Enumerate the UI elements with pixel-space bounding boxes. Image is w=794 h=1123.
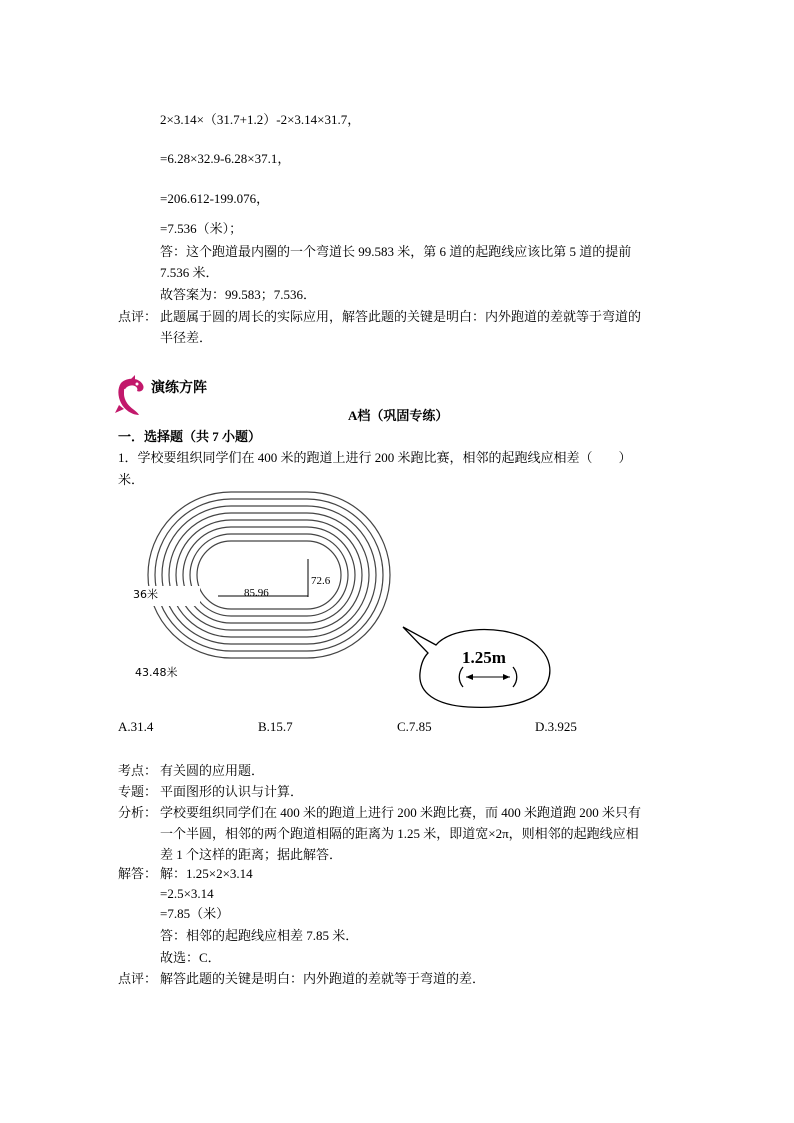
question-1-text: 1．学校要组织同学们在 400 米的跑道上进行 200 米跑比赛，相邻的起跑线应相差（ ） [118, 450, 632, 465]
comment-line-1: 此题属于圆的周长的实际应用，解答此题的关键是明白：内外跑道的差就等于弯道的 [160, 309, 642, 324]
label-length: 85.96 [244, 587, 269, 599]
final-answer: 故答案为：99.583；7.536． [160, 287, 317, 302]
section-heading: 演练方阵 [151, 380, 207, 396]
calc-line-2: =6.28×32.9-6.28×37.1， [160, 151, 291, 166]
kaodian-text: 有关圆的应用题． [160, 763, 265, 778]
comment-label: 点评： [118, 309, 158, 324]
jieda-line-1: 解：1.25×2×3.14 [160, 866, 253, 881]
calc-line-3: =206.612-199.076， [160, 191, 270, 206]
fenxi-label: 分析： [118, 805, 158, 820]
track-lane-5 [169, 513, 369, 637]
option-c: C.7.85 [397, 719, 432, 734]
jieda-line-4: 答：相邻的起跑线应相差 7.85 米． [160, 928, 359, 943]
bubble-label: 1.25m [462, 648, 506, 667]
calc-line-4: =7.536（米）； [160, 221, 243, 236]
fenxi-line-1: 学校要组织同学们在 400 米的跑道上进行 200 米跑比赛，而 400 米跑道跑 200 米只有 [160, 805, 642, 820]
track-lane-8 [148, 492, 390, 658]
answer-line-1: 答：这个跑道最内圈的一个弯道长 99.583 米，第 6 道的起跑线应该比第 5 道的提前 [160, 244, 632, 259]
dianping-label: 点评： [118, 971, 158, 986]
zhuanti-text: 平面图形的认识与计算． [160, 784, 304, 799]
jieda-label: 解答： [118, 866, 158, 881]
option-b: B.15.7 [258, 719, 293, 734]
running-track-figure [118, 487, 558, 712]
track-lane-4 [176, 520, 362, 630]
label-4348: 43.48米 [135, 666, 178, 679]
calc-line-1: 2×3.14×（31.7+1.2）-2×3.14×31.7， [160, 112, 361, 127]
comment-line-2: 半径差． [160, 330, 213, 345]
jieda-line-3: =7.85（米） [160, 906, 230, 921]
option-a: A.31.4 [118, 719, 154, 734]
track-lane-7 [155, 499, 383, 651]
fenxi-line-3: 差 1 个这样的距离；据此解答． [160, 847, 343, 862]
label-36: 36米 [133, 588, 158, 601]
answer-line-2: 7.536 米． [160, 265, 219, 280]
jieda-line-5: 故选：C． [160, 950, 221, 965]
section-subheading: A档（巩固专练） [348, 408, 449, 423]
label-width: 72.6 [311, 575, 331, 587]
part-title: 一．选择题（共 7 小题） [118, 429, 262, 444]
kaodian-label: 考点： [118, 763, 158, 778]
zhuanti-label: 专题： [118, 784, 158, 799]
jieda-line-2: =2.5×3.14 [160, 886, 214, 901]
fenxi-line-2: 一个半圆，相邻的两个跑道相隔的距离为 1.25 米，即道宽×2π，则相邻的起跑线应相 [160, 826, 639, 841]
dianping-text: 解答此题的关键是明白：内外跑道的差就等于弯道的差． [160, 971, 486, 986]
question-1-text-cont: 米． [118, 472, 145, 487]
option-d: D.3.925 [535, 719, 577, 734]
dolphin-mascot-icon [115, 375, 147, 417]
